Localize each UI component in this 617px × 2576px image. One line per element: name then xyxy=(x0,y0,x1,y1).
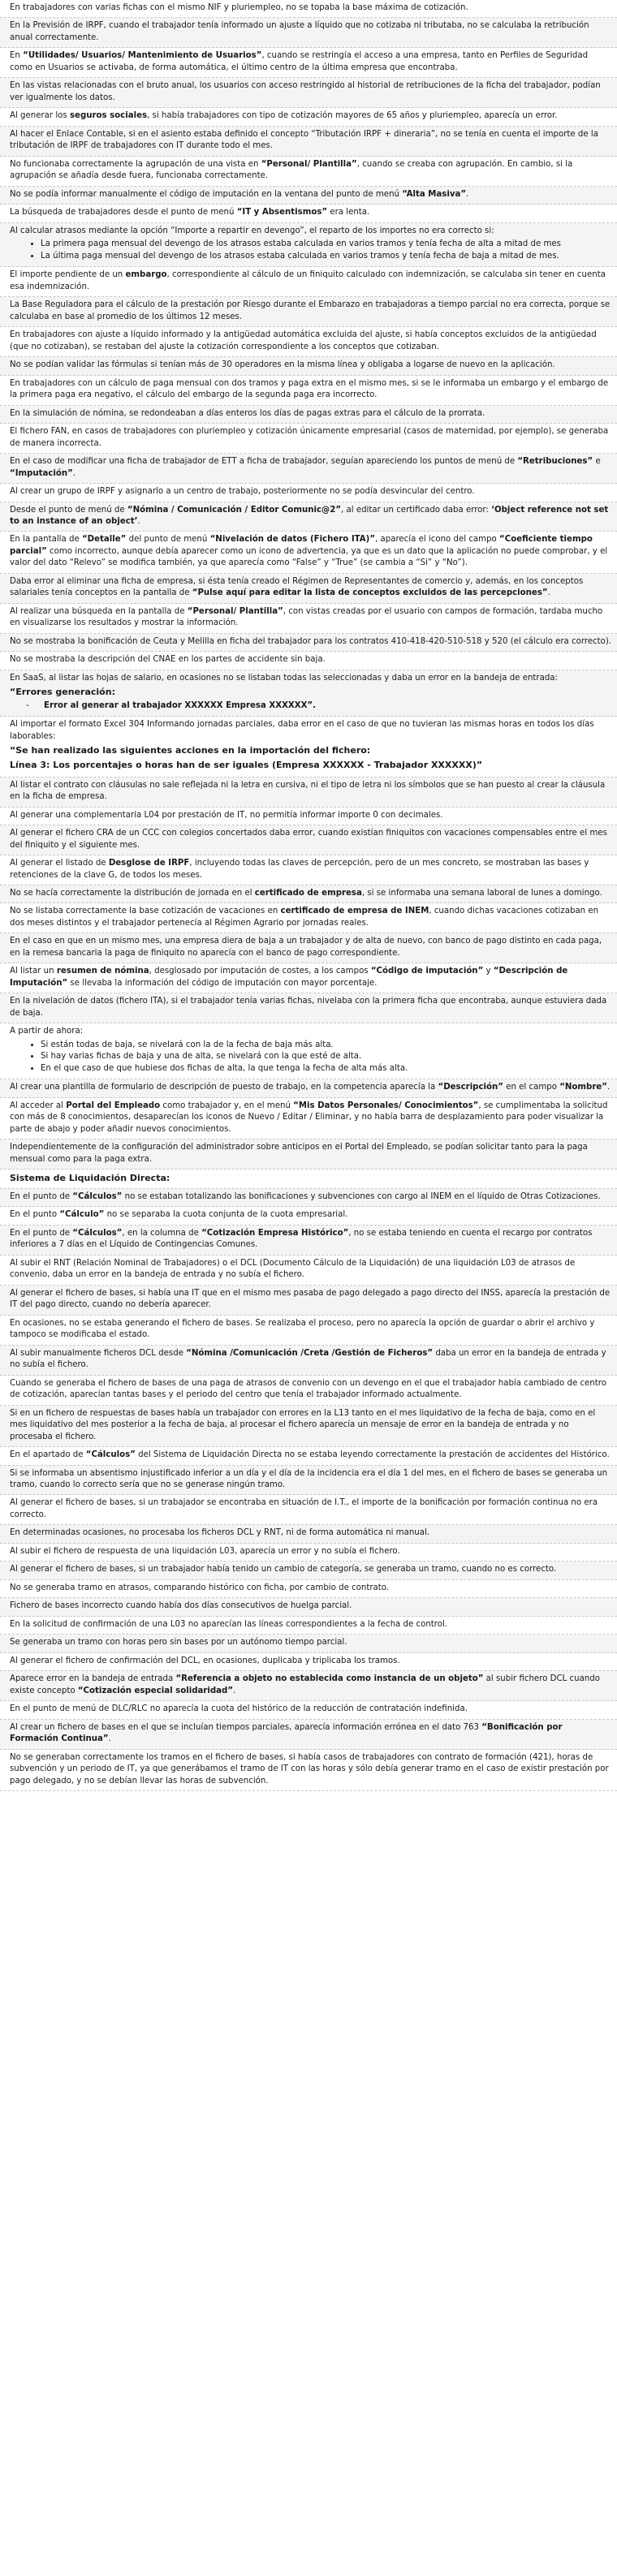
fix-note-text: No se mostraba la bonificación de Ceuta y Melilla en ficha del trabajador para los contratos 410-418-420-510-518 y 520 (el cálculo era correcto). xyxy=(10,636,612,646)
fix-note-text: En la simulación de nómina, se redondeaban a días enteros los días de pagas extras para el cálculo de la prorrata. xyxy=(10,408,485,418)
error-heading: “Errores generación: xyxy=(10,687,115,698)
fix-note-text: Al generar el fichero de bases, si un trabajador se encontraba en situación de I.T., el importe de la bonificación por formación continua no era correcto. xyxy=(10,1498,598,1519)
fix-note-text: En determinadas ocasiones, no procesaba los ficheros DCL y RNT, ni de forma automática ni manual. xyxy=(10,1528,430,1538)
fix-note-row xyxy=(0,1635,617,1652)
fix-note-row xyxy=(0,1207,617,1225)
fix-note-row xyxy=(0,1256,617,1286)
fix-note-text: Al crear un grupo de IRPF y asignarlo a un centro de trabajo, posteriormente no se podía desvincular del centro. xyxy=(10,487,475,497)
bullet-item: • En el que caso de que hubiese dos fichas de alta, la que tenga la fecha de alta más alta. xyxy=(41,1063,612,1075)
fix-note-row xyxy=(0,1495,617,1525)
bullet-list xyxy=(10,239,612,262)
fix-note-row xyxy=(0,634,617,652)
fix-note-text: Fichero de bases incorrecto cuando había dos días consecutivos de huelga parcial. xyxy=(10,1601,352,1611)
fix-note-row xyxy=(0,933,617,963)
fix-note-text: No se listaba correctamente la base cotización de vacaciones en certificado de empresa de INEM, cuando dichas vacaciones cotizaban en dos meses distintos y el trabajador pertenecía al Régimen Agrario por jornadas reales. xyxy=(10,907,599,928)
fix-note-text: En el punto de “Cálculos”, en la columna de “Cotización Empresa Histórico”, no se estaba teniendo en cuenta el recargo por contratos inferiores a 7 días en el Líquido de Contingencias Comunes. xyxy=(10,1228,593,1250)
fix-note-text: Al crear un fichero de bases en el que se incluían tiempos parciales, aparecía información errónea en el dato 763 “Bonificación por Formación Continua”. xyxy=(10,1722,563,1744)
section-heading-row xyxy=(0,1170,617,1189)
fix-note-text: Al generar el listado de Desglose de IRPF, incluyendo todas las claves de percepción, pero de un mes concreto, se mostraban las bases y retenciones de la clave G, de todos los meses. xyxy=(10,859,589,880)
fix-note-row xyxy=(0,993,617,1023)
fix-note-row xyxy=(0,1316,617,1346)
fix-note-text: Al realizar una búsqueda en la pantalla de “Personal/ Plantilla”, con vistas creadas por el usuario con campos de formación, tardaba mucho en visualizarse los resultados y mostrar la información. xyxy=(10,606,603,628)
fix-note-row xyxy=(0,1544,617,1562)
fix-note-row xyxy=(0,532,617,573)
fix-note-row xyxy=(0,1447,617,1465)
fix-note-text: Al importar el formato Excel 304 Informando jornadas parciales, daba error en el caso de que no tuvieran las mismas horas en todos los días laborables: xyxy=(10,720,594,741)
error-heading: “Se han realizado las siguientes acciones en la importación del fichero: xyxy=(10,745,371,756)
fix-note-row xyxy=(0,1406,617,1447)
fix-note-row xyxy=(0,1525,617,1543)
bullet-list xyxy=(10,1040,612,1075)
fix-note-text: Desde el punto de menú de “Nómina / Comunicación / Editor Comunic@2”, al editar un certificado daba error: ‘Object reference not set to an instance of an object’. xyxy=(10,505,609,526)
fix-note-row xyxy=(0,424,617,454)
fix-note-text: No funcionaba correctamente la agrupación de una vista en “Personal/ Plantilla”, cuando se creaba con agrupación. En cambio, si la agrupación se añadía desde fuera, funcionaba correctamente. xyxy=(10,159,573,181)
fix-note-text: Al crear una plantilla de formulario de descripción de puesto de trabajo, en la competencia aparecía la “Descripción” en el campo “Nombre”. xyxy=(10,1083,611,1092)
fix-note-text: En la pantalla de “Detalle” del punto de menú “Nivelación de datos (Fichero ITA)”, aparecía el icono del campo “Coeficiente tiempo parcial” como incorrecto, aunque debía aparecer como un icono de advertencia, ya que es un dato que la aplicación no puede comprobar, y el valor del dato “Relevo” se modifica también, ya que aparecía como “False” y “True” (se cambia a “Si” y “No”). xyxy=(10,535,608,568)
fix-note-row xyxy=(0,48,617,78)
fix-note-row xyxy=(0,1139,617,1170)
fix-note-text: Al generar el fichero de bases, si había una IT que en el mismo mes pasaba de pago delegado a pago directo del INSS, aparecía la prestación de IT del pago directo, cuando no debería aparecer. xyxy=(10,1288,611,1310)
fix-note-text: Aparece error en la bandeja de entrada “Referencia a objeto no establecida como instancia de un objeto” al subir fichero DCL cuando existe concepto “Cotización especial solidaridad”. xyxy=(10,1674,600,1695)
fix-note-text: Al hacer el Enlace Contable, si en el asiento estaba definido el concepto “Tributación IRPF + dineraria”, no se tenía en cuenta el importe de la tributación de IRPF de trabajadores con IT durante todo el mes. xyxy=(10,129,598,151)
fix-note-text: Al acceder al Portal del Empleado como trabajador y, en el menú “Mis Datos Personales/ Conocimientos”, se cumplimentaba la solicitud con más de 8 conocimientos, desaparecían los iconos de Nuevo / Editar / Eliminar, y no había barra de desplazamiento para poder visualizar la parte de abajo y poder añadir nuevos conocimientos. xyxy=(10,1101,608,1134)
fix-note-row xyxy=(0,1671,617,1701)
fix-note-row xyxy=(0,1079,617,1097)
fix-note-text: En trabajadores con varias fichas con el mismo NIF y pluriempleo, no se topaba la base máxima de cotización. xyxy=(10,3,468,12)
fix-note-text: Al listar el contrato con cláusulas no sale reflejada ni la letra en cursiva, ni el tipo de letra ni los símbolos que se han puesto al crear la cláusula en la ficha de empresa. xyxy=(10,780,606,802)
fix-note-text: A partir de ahora: xyxy=(10,1027,84,1036)
fix-note-row xyxy=(0,1346,617,1376)
fix-note-text: En el caso de modificar una ficha de trabajador de ETT a ficha de trabajador, seguían apareciendo los puntos de menú de “Retribuciones” e “Imputación”. xyxy=(10,457,601,478)
dash-item: - Error al generar al trabajador XXXXXX Empresa XXXXXX”. xyxy=(44,700,612,712)
fix-note-row xyxy=(0,267,617,297)
fix-note-text: Al subir manualmente ficheros DCL desde “Nómina /Comunicación /Creta /Gestión de Ficheros” daba un error en la bandeja de entrada y no subía el fichero. xyxy=(10,1348,606,1370)
section-title: Sistema de Liquidación Directa: xyxy=(10,1173,170,1184)
fix-note-row xyxy=(0,670,617,717)
fix-note-text: En trabajadores con ajuste a líquido informado y la antigüedad automática excluida del ajuste, si había conceptos excluidos de la antigüedad (que no cotizaban), se restaban del ajuste la cotización correspondiente a los conceptos que cotizaban. xyxy=(10,330,597,351)
fix-note-row xyxy=(0,0,617,18)
fix-note-text: Al subir el RNT (Relación Nominal de Trabajadores) o el DCL (Documento Cálculo de la Liquidación) de una liquidación L03 de atrasos de convenio, daba un error en la bandeja de entrada y no subía el fichero. xyxy=(10,1258,576,1280)
fix-note-text: Al generar una complementaria L04 por prestación de IT, no permitía informar importe 0 con decimales. xyxy=(10,810,443,820)
fix-note-row xyxy=(0,454,617,484)
fix-note-text: En el caso en que en un mismo mes, una empresa diera de baja a un trabajador y de alta de nuevo, con banco de pago distinto en cada paga, en la remesa bancaria la paga de finiquito no aparecía con el banco de pago correspondiente. xyxy=(10,937,602,958)
fix-note-text: No se mostraba la descripción del CNAE en los partes de accidente sin baja. xyxy=(10,655,326,665)
fix-note-text: No se generaban correctamente los tramos en el fichero de bases, si había casos de trabajadores con contrato de formación (421), horas de subvención y un periodo de IT, ya que generábamos el tramo de IT con las horas y sólo debía generar tramo en el caso de existir prestación por pago delegado, y no se debían llevar las horas de subvención. xyxy=(10,1752,609,1786)
fix-note-text: Si se informaba un absentismo injustificado inferior a un día y el día de la incidencia era el día 1 del mes, en el fichero de bases se generaba un tramo, cuando lo correcto sería que no se generase ningún tramo. xyxy=(10,1468,608,1489)
fix-note-text: No se podía informar manualmente el código de imputación en la ventana del punto de menú “Alta Masiva”. xyxy=(10,189,469,199)
fix-note-row xyxy=(0,376,617,406)
fix-note-row xyxy=(0,357,617,375)
fix-note-row xyxy=(0,108,617,126)
fix-note-text: Cuando se generaba el fichero de bases de una paga de atrasos de convenio con un devengo en el que el trabajador había cambiado de centro de cotización, aparecían tantas bases y el periodo del centro que tenía el trabajador informado actualmente. xyxy=(10,1378,606,1400)
bullet-item: • Si están todas de baja, se nivelará con la de la fecha de baja más alta. xyxy=(41,1040,612,1051)
fix-note-row xyxy=(0,652,617,670)
fix-note-row xyxy=(0,157,617,187)
fix-note-text: En SaaS, al listar las hojas de salario, en ocasiones no se listaban todas las seleccionadas y daba un error en la bandeja de entrada: xyxy=(10,673,558,683)
fix-note-row xyxy=(0,484,617,502)
fix-note-row xyxy=(0,1598,617,1616)
fix-note-row xyxy=(0,223,617,267)
fix-note-text: El fichero FAN, en casos de trabajadores con pluriempleo y cotización únicamente empresarial (casos de maternidad, por ejemplo), se generaba de manera incorrecta. xyxy=(10,427,609,448)
fix-note-text: Se generaba un tramo con horas pero sin bases por un autónomo tiempo parcial. xyxy=(10,1638,347,1648)
fix-note-row xyxy=(0,1466,617,1496)
fix-note-text: No se podían validar las fórmulas si tenían más de 30 operadores en la misma línea y obligaba a logarse de nuevo en la aplicación. xyxy=(10,360,555,370)
fix-note-row xyxy=(0,1376,617,1406)
fix-note-text: En ocasiones, no se estaba generando el fichero de bases. Se realizaba el proceso, pero no aparecía la opción de guardar o abrir el archivo y tampoco se modificaba el estado. xyxy=(10,1318,595,1340)
fix-note-row xyxy=(0,604,617,634)
fix-note-row xyxy=(0,1189,617,1207)
fix-note-row xyxy=(0,327,617,357)
fix-note-text: Al generar los seguros sociales, si había trabajadores con tipo de cotización mayores de 65 años y pluriempleo, aparecía un error. xyxy=(10,111,558,121)
fix-note-text: En la solicitud de confirmación de una L03 no aparecían las líneas correspondientes a la fecha de control. xyxy=(10,1619,448,1629)
fix-note-row xyxy=(0,18,617,48)
fix-note-text: No se generaba tramo en atrasos, comparando histórico con ficha, por cambio de contrato. xyxy=(10,1583,390,1592)
fix-note-row xyxy=(0,1098,617,1139)
error-heading: Línea 3: Los porcentajes o horas han de ser iguales (Empresa XXXXXX - Trabajador XXXXXX)” xyxy=(10,759,483,770)
fix-note-text: Daba error al eliminar una ficha de empresa, si ésta tenía creado el Régimen de Representantes de comercio y, además, en los conceptos salariales tenía conceptos en la pantalla de “Pulse aquí para editar la lista de conceptos excluidos de las percepciones”. xyxy=(10,576,584,598)
bullet-item: • La primera paga mensual del devengo de los atrasos estaba calculada en varios tramos y tenía fecha de alta a mitad de mes xyxy=(41,239,612,250)
fix-note-row xyxy=(0,1226,617,1256)
fix-note-text: En el punto de menú de DLC/RLC no aparecía la cuota del histórico de la reducción de contratación indefinida. xyxy=(10,1704,468,1714)
fix-note-text: En la Previsión de IRPF, cuando el trabajador tenía informado un ajuste a líquido que no cotizaba ni tributaba, no se calculaba la retribución anual correctamente. xyxy=(10,21,589,42)
fix-note-text: En la nivelación de datos (fichero ITA), si el trabajador tenía varias fichas, nivelaba con la primera ficha que encontraba, aunque estuviera dada de baja. xyxy=(10,997,607,1018)
fix-note-text: El importe pendiente de un embargo, correspondiente al cálculo de un finiquito calculado con indemnización, se calculaba sin tener en cuenta esa indemnización. xyxy=(10,270,606,291)
fix-note-text: En el punto “Cálculo” no se separaba la cuota conjunta de la cuota empresarial. xyxy=(10,1210,348,1220)
fix-note-row xyxy=(0,778,617,808)
fix-note-row xyxy=(0,717,617,777)
fix-note-row xyxy=(0,187,617,205)
fix-note-row xyxy=(0,903,617,933)
fix-note-row xyxy=(0,502,617,532)
fix-note-text: En trabajadores con un cálculo de paga mensual con dos tramos y paga extra en el mismo mes, si se le informaba un embargo y el embargo de la primera paga era negativo, el cálculo del embargo de la segunda paga era incorrecto. xyxy=(10,378,609,400)
fix-note-row xyxy=(0,1653,617,1671)
fix-note-row xyxy=(0,825,617,855)
fix-note-row xyxy=(0,1720,617,1750)
fix-note-text: Independientemente de la configuración del administrador sobre anticipos en el Portal del Empleado, se podían solicitar tanto para la paga mensual como para la paga extra. xyxy=(10,1143,588,1164)
fix-note-row xyxy=(0,78,617,108)
fix-note-row xyxy=(0,1023,617,1079)
fix-note-row xyxy=(0,855,617,885)
fix-note-text: No se hacía correctamente la distribución de jornada en el certificado de empresa, si se informaba una semana laboral de lunes a domingo. xyxy=(10,888,602,898)
bullet-item: • La última paga mensual del devengo de los atrasos estaba calculada en varios tramos y tenía fecha de baja a mitad de mes. xyxy=(41,251,612,262)
fix-note-row xyxy=(0,1286,617,1316)
fix-note-row xyxy=(0,297,617,327)
fix-note-row xyxy=(0,1562,617,1579)
fix-note-text: Si en un fichero de respuestas de bases había un trabajador con errores en la L13 tanto en el mes liquidativo de la fecha de baja, como en el mes liquidativo del mes posterior a la fecha de baja, al procesar el fichero aparecía un mensaje de error en la bandeja de entrada y no procesaba el fichero. xyxy=(10,1408,596,1441)
fix-note-row xyxy=(0,1580,617,1598)
dash-list xyxy=(10,700,612,712)
fix-note-row xyxy=(0,963,617,993)
fix-note-text: En el punto de “Cálculos” no se estaban totalizando las bonificaciones y subvenciones con cargo al INEM en el líquido de Otras Cotizaciones. xyxy=(10,1191,601,1201)
fix-note-row xyxy=(0,808,617,825)
fix-note-text: Al subir el fichero de respuesta de una liquidación L03, aparecía un error y no subía el fichero. xyxy=(10,1546,400,1556)
fix-note-row xyxy=(0,127,617,157)
fix-note-row xyxy=(0,1701,617,1719)
fix-note-row xyxy=(0,406,617,424)
fix-note-text: Al generar el fichero CRA de un CCC con colegios concertados daba error, cuando existían finiquitos con vacaciones compensables entre el mes del finiquito y el siguiente mes. xyxy=(10,829,607,850)
bullet-item: • Si hay varias fichas de baja y una de alta, se nivelará con la que esté de alta. xyxy=(41,1051,612,1062)
fix-note-text: Al generar el fichero de bases, si un trabajador había tenido un cambio de categoría, se generaba un tramo, cuando no es correcto. xyxy=(10,1565,557,1574)
fix-note-text: En el apartado de “Cálculos” del Sistema de Liquidación Directa no se estaba leyendo correctamente la prestación de accidentes del Histórico. xyxy=(10,1450,610,1460)
fix-note-row xyxy=(0,574,617,604)
fix-note-text: En las vistas relacionadas con el bruto anual, los usuarios con acceso restringido al historial de retribuciones de la ficha del trabajador, podían ver igualmente los datos. xyxy=(10,81,601,102)
fix-note-text: Al listar un resumen de nómina, desglosado por imputación de costes, a los campos “Código de imputación” y “Descripción de Imputación” se llevaba la información del código de imputación con mayor porcentaje. xyxy=(10,967,568,988)
fix-note-text: La Base Reguladora para el cálculo de la prestación por Riesgo durante el Embarazo en trabajadoras a tiempo parcial no era correcta, porque se calculaba en base al promedio de los últimos 12 meses. xyxy=(10,300,611,321)
fix-note-text: Al calcular atrasos mediante la opción “Importe a repartir en devengo”, el reparto de los importes no era correcto si: xyxy=(10,226,494,235)
fix-note-row xyxy=(0,885,617,903)
fix-note-row xyxy=(0,1750,617,1791)
fix-note-row xyxy=(0,205,617,222)
fix-note-text: Al generar el fichero de confirmación del DCL, en ocasiones, duplicaba y triplicaba los tramos. xyxy=(10,1656,400,1665)
fix-note-text: En “Utilidades/ Usuarios/ Mantenimiento de Usuarios”, cuando se restringía el acceso a una empresa, tanto en Perfiles de Seguridad como en Usuarios se activaba, de forma automática, el último centro de la última empresa que encontraba. xyxy=(10,51,589,72)
fix-note-row xyxy=(0,1617,617,1635)
fix-note-text: La búsqueda de trabajadores desde el punto de menú “IT y Absentismos” era lenta. xyxy=(10,208,370,218)
